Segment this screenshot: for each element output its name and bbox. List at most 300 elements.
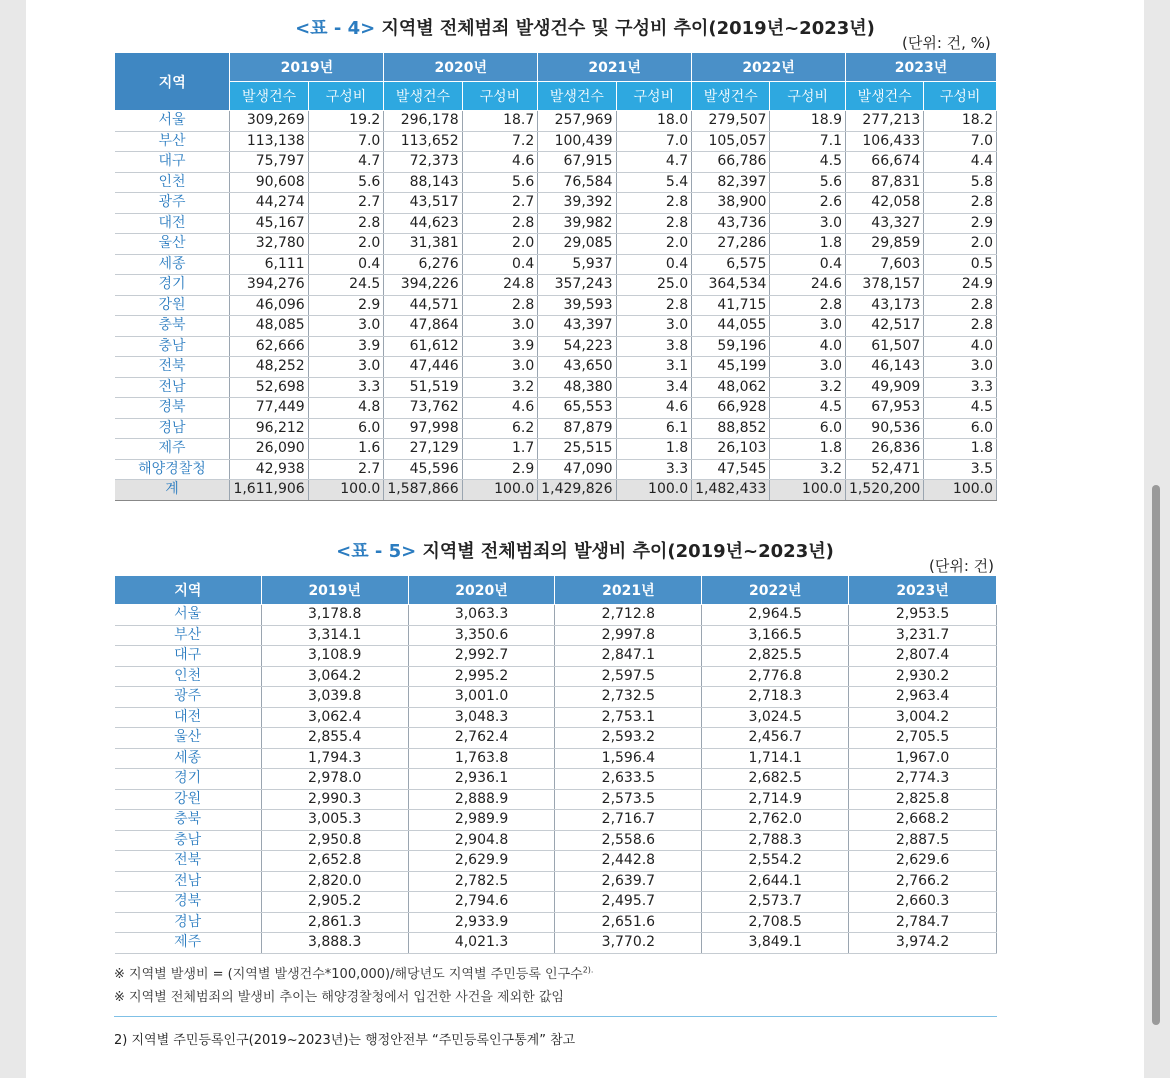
value-cell: 3.9 — [462, 336, 538, 357]
value-cell: 5.8 — [924, 172, 997, 193]
table4-row — [115, 316, 997, 337]
value-cell: 6.2 — [462, 418, 538, 439]
table5-body — [115, 605, 997, 954]
value-cell: 296,178 — [384, 111, 462, 132]
value-cell: 3,178.8 — [261, 605, 408, 626]
value-cell: 2.9 — [462, 459, 538, 480]
value-cell: 1.7 — [462, 439, 538, 460]
value-cell: 18.0 — [616, 111, 692, 132]
table4-subheader-count: 발생건수 — [230, 82, 308, 111]
value-cell: 1.8 — [770, 234, 846, 255]
region-cell: 강원 — [115, 295, 230, 316]
value-cell: 2,762.4 — [408, 728, 555, 749]
value-cell: 3,888.3 — [261, 933, 408, 954]
region-cell: 인천 — [115, 666, 262, 687]
region-cell: 광주 — [115, 687, 262, 708]
value-cell: 47,864 — [384, 316, 462, 337]
value-cell: 5.4 — [616, 172, 692, 193]
value-cell: 61,507 — [846, 336, 924, 357]
region-cell: 서울 — [115, 605, 262, 626]
value-cell: 357,243 — [538, 275, 616, 296]
table5-row — [115, 830, 997, 851]
value-cell: 0.4 — [308, 254, 384, 275]
value-cell: 3,048.3 — [408, 707, 555, 728]
value-cell: 4.0 — [924, 336, 997, 357]
value-cell: 18.7 — [462, 111, 538, 132]
value-cell: 2,639.7 — [555, 871, 702, 892]
value-cell: 2,495.7 — [555, 892, 702, 913]
note-incidence-formula-sup: 2). — [582, 965, 594, 975]
table4-header-year: 2019년 — [230, 53, 384, 82]
value-cell: 2.8 — [924, 193, 997, 214]
value-cell: 32,780 — [230, 234, 308, 255]
value-cell: 66,674 — [846, 152, 924, 173]
value-cell: 2,784.7 — [849, 912, 997, 933]
value-cell: 44,623 — [384, 213, 462, 234]
value-cell: 5.6 — [462, 172, 538, 193]
value-cell: 2,992.7 — [408, 646, 555, 667]
value-cell: 4.4 — [924, 152, 997, 173]
value-cell: 2,652.8 — [261, 851, 408, 872]
value-cell: 2,990.3 — [261, 789, 408, 810]
value-cell: 90,536 — [846, 418, 924, 439]
value-cell: 2.8 — [924, 295, 997, 316]
value-cell: 7.1 — [770, 131, 846, 152]
value-cell: 39,392 — [538, 193, 616, 214]
table4-subheader-ratio: 구성비 — [616, 82, 692, 111]
value-cell: 47,446 — [384, 357, 462, 378]
value-cell: 3.9 — [308, 336, 384, 357]
value-cell: 2,705.5 — [849, 728, 997, 749]
value-cell: 3.2 — [462, 377, 538, 398]
value-cell: 2.6 — [770, 193, 846, 214]
value-cell: 3,770.2 — [555, 933, 702, 954]
value-cell: 61,612 — [384, 336, 462, 357]
value-cell: 113,138 — [230, 131, 308, 152]
table4 — [114, 52, 997, 501]
value-cell: 2,629.6 — [849, 851, 997, 872]
value-cell: 6.1 — [616, 418, 692, 439]
table4-body — [115, 111, 997, 501]
table5-unit: (단위: 건) — [929, 557, 994, 575]
region-cell: 제주 — [115, 439, 230, 460]
table4-row — [115, 111, 997, 132]
region-cell: 충북 — [115, 316, 230, 337]
value-cell: 394,226 — [384, 275, 462, 296]
value-cell: 2,825.8 — [849, 789, 997, 810]
region-cell: 경북 — [115, 892, 262, 913]
value-cell: 2,936.1 — [408, 769, 555, 790]
note-incidence-formula — [114, 963, 593, 982]
value-cell: 2.8 — [616, 295, 692, 316]
value-cell: 43,736 — [692, 213, 770, 234]
total-label-cell: 계 — [115, 480, 230, 501]
value-cell: 2,766.2 — [849, 871, 997, 892]
value-cell: 46,143 — [846, 357, 924, 378]
value-cell: 31,381 — [384, 234, 462, 255]
value-cell: 2,753.1 — [555, 707, 702, 728]
table4-row — [115, 213, 997, 234]
table5-row — [115, 646, 997, 667]
total-value-cell: 100.0 — [924, 480, 997, 501]
region-cell: 충북 — [115, 810, 262, 831]
table5-row — [115, 707, 997, 728]
value-cell: 2,708.5 — [702, 912, 849, 933]
value-cell: 2,774.3 — [849, 769, 997, 790]
region-cell: 전남 — [115, 871, 262, 892]
value-cell: 2,573.7 — [702, 892, 849, 913]
value-cell: 5.6 — [308, 172, 384, 193]
total-value-cell: 100.0 — [616, 480, 692, 501]
table4-header-year: 2020년 — [384, 53, 538, 82]
region-cell: 대구 — [115, 646, 262, 667]
value-cell: 87,831 — [846, 172, 924, 193]
total-value-cell: 1,429,826 — [538, 480, 616, 501]
value-cell: 42,058 — [846, 193, 924, 214]
value-cell: 3.3 — [924, 377, 997, 398]
total-value-cell: 1,482,433 — [692, 480, 770, 501]
value-cell: 5,937 — [538, 254, 616, 275]
value-cell: 106,433 — [846, 131, 924, 152]
value-cell: 1.8 — [770, 439, 846, 460]
region-cell: 충남 — [115, 336, 230, 357]
note-incidence-formula-text: ※ 지역별 발생비 = (지역별 발생건수*100,000)/해당년도 지역별 주민등록 인구수 — [114, 967, 583, 982]
value-cell: 2,682.5 — [702, 769, 849, 790]
value-cell: 18.9 — [770, 111, 846, 132]
value-cell: 1,714.1 — [702, 748, 849, 769]
value-cell: 3.0 — [462, 357, 538, 378]
value-cell: 2,762.0 — [702, 810, 849, 831]
table5-row — [115, 666, 997, 687]
value-cell: 76,584 — [538, 172, 616, 193]
value-cell: 2,651.6 — [555, 912, 702, 933]
value-cell: 3.0 — [770, 213, 846, 234]
value-cell: 2,861.3 — [261, 912, 408, 933]
value-cell: 6,111 — [230, 254, 308, 275]
table4-row — [115, 295, 997, 316]
value-cell: 46,096 — [230, 295, 308, 316]
value-cell: 48,252 — [230, 357, 308, 378]
value-cell: 3,039.8 — [261, 687, 408, 708]
value-cell: 2.7 — [308, 459, 384, 480]
table4-row — [115, 131, 997, 152]
value-cell: 2,855.4 — [261, 728, 408, 749]
value-cell: 4.5 — [924, 398, 997, 419]
value-cell: 26,090 — [230, 439, 308, 460]
table4-unit: (단위: 건, %) — [902, 34, 991, 52]
value-cell: 2,732.5 — [555, 687, 702, 708]
value-cell: 394,276 — [230, 275, 308, 296]
value-cell: 7.0 — [924, 131, 997, 152]
table5-row — [115, 933, 997, 954]
value-cell: 309,269 — [230, 111, 308, 132]
value-cell: 6,575 — [692, 254, 770, 275]
value-cell: 3.0 — [924, 357, 997, 378]
value-cell: 24.8 — [462, 275, 538, 296]
value-cell: 3.0 — [616, 316, 692, 337]
value-cell: 2.0 — [924, 234, 997, 255]
value-cell: 3.3 — [308, 377, 384, 398]
value-cell: 3.5 — [924, 459, 997, 480]
scrollbar[interactable] — [1152, 485, 1160, 1025]
value-cell: 67,953 — [846, 398, 924, 419]
value-cell: 2,644.1 — [702, 871, 849, 892]
value-cell: 48,085 — [230, 316, 308, 337]
value-cell: 2,442.8 — [555, 851, 702, 872]
value-cell: 87,879 — [538, 418, 616, 439]
value-cell: 41,715 — [692, 295, 770, 316]
value-cell: 52,471 — [846, 459, 924, 480]
value-cell: 5.6 — [770, 172, 846, 193]
value-cell: 2,807.4 — [849, 646, 997, 667]
value-cell: 2,776.8 — [702, 666, 849, 687]
table5-row — [115, 810, 997, 831]
value-cell: 25,515 — [538, 439, 616, 460]
value-cell: 2.8 — [462, 213, 538, 234]
total-value-cell: 1,587,866 — [384, 480, 462, 501]
table5-title-text: 지역별 전체범죄의 발생비 추이(2019년~2023년) — [416, 541, 834, 562]
value-cell: 1.8 — [924, 439, 997, 460]
value-cell: 4.8 — [308, 398, 384, 419]
value-cell: 62,666 — [230, 336, 308, 357]
region-cell: 경기 — [115, 275, 230, 296]
value-cell: 2,554.2 — [702, 851, 849, 872]
value-cell: 1.8 — [616, 439, 692, 460]
value-cell: 88,852 — [692, 418, 770, 439]
value-cell: 24.6 — [770, 275, 846, 296]
value-cell: 54,223 — [538, 336, 616, 357]
value-cell: 6,276 — [384, 254, 462, 275]
value-cell: 2.9 — [308, 295, 384, 316]
region-cell: 광주 — [115, 193, 230, 214]
table5-row — [115, 912, 997, 933]
table4-row — [115, 377, 997, 398]
value-cell: 3,064.2 — [261, 666, 408, 687]
value-cell: 27,286 — [692, 234, 770, 255]
value-cell: 2,597.5 — [555, 666, 702, 687]
value-cell: 3,350.6 — [408, 625, 555, 646]
value-cell: 3.4 — [616, 377, 692, 398]
value-cell: 257,969 — [538, 111, 616, 132]
value-cell: 4.7 — [616, 152, 692, 173]
value-cell: 45,199 — [692, 357, 770, 378]
value-cell: 96,212 — [230, 418, 308, 439]
value-cell: 2,716.7 — [555, 810, 702, 831]
value-cell: 77,449 — [230, 398, 308, 419]
table4-title — [0, 14, 1170, 40]
region-cell: 경북 — [115, 398, 230, 419]
region-cell: 울산 — [115, 234, 230, 255]
table5-header: 2022년 — [702, 576, 849, 605]
value-cell: 364,534 — [692, 275, 770, 296]
value-cell: 3.2 — [770, 377, 846, 398]
total-value-cell: 100.0 — [770, 480, 846, 501]
value-cell: 3,004.2 — [849, 707, 997, 728]
region-cell: 강원 — [115, 789, 262, 810]
value-cell: 6.0 — [770, 418, 846, 439]
value-cell: 2,989.9 — [408, 810, 555, 831]
value-cell: 43,650 — [538, 357, 616, 378]
table5-row — [115, 625, 997, 646]
table5-row — [115, 871, 997, 892]
value-cell: 3,974.2 — [849, 933, 997, 954]
table4-row — [115, 439, 997, 460]
value-cell: 2,904.8 — [408, 830, 555, 851]
table5-header: 2023년 — [849, 576, 997, 605]
table5-row — [115, 605, 997, 626]
value-cell: 4.6 — [462, 398, 538, 419]
value-cell: 1,763.8 — [408, 748, 555, 769]
table4-title-label: <표 - 4> — [295, 18, 376, 39]
total-value-cell: 100.0 — [308, 480, 384, 501]
value-cell: 4.7 — [308, 152, 384, 173]
value-cell: 3.0 — [308, 357, 384, 378]
region-cell: 전남 — [115, 377, 230, 398]
value-cell: 2,714.9 — [702, 789, 849, 810]
value-cell: 2,668.2 — [849, 810, 997, 831]
table4-row — [115, 336, 997, 357]
value-cell: 0.4 — [770, 254, 846, 275]
value-cell: 2.9 — [924, 213, 997, 234]
value-cell: 2,794.6 — [408, 892, 555, 913]
value-cell: 72,373 — [384, 152, 462, 173]
table5-title-label: <표 - 5> — [336, 541, 417, 562]
value-cell: 45,596 — [384, 459, 462, 480]
value-cell: 100,439 — [538, 131, 616, 152]
value-cell: 3,166.5 — [702, 625, 849, 646]
table4-title-text: 지역별 전체범죄 발생건수 및 구성비 추이(2019년~2023년) — [375, 18, 875, 39]
value-cell: 3,001.0 — [408, 687, 555, 708]
value-cell: 2,997.8 — [555, 625, 702, 646]
value-cell: 2,933.9 — [408, 912, 555, 933]
region-cell: 경기 — [115, 769, 262, 790]
region-cell: 경남 — [115, 912, 262, 933]
value-cell: 2.8 — [924, 316, 997, 337]
value-cell: 2,995.2 — [408, 666, 555, 687]
table5-row — [115, 687, 997, 708]
region-cell: 부산 — [115, 625, 262, 646]
value-cell: 3.0 — [770, 316, 846, 337]
region-cell: 울산 — [115, 728, 262, 749]
value-cell: 66,786 — [692, 152, 770, 173]
table4-subheader-ratio: 구성비 — [462, 82, 538, 111]
region-cell: 서울 — [115, 111, 230, 132]
value-cell: 26,103 — [692, 439, 770, 460]
value-cell: 7,603 — [846, 254, 924, 275]
region-cell: 해양경찰청 — [115, 459, 230, 480]
table4-subheader-ratio: 구성비 — [770, 82, 846, 111]
value-cell: 19.2 — [308, 111, 384, 132]
value-cell: 3.0 — [462, 316, 538, 337]
table4-subheader-count: 발생건수 — [692, 82, 770, 111]
value-cell: 90,608 — [230, 172, 308, 193]
value-cell: 2.8 — [616, 213, 692, 234]
value-cell: 44,274 — [230, 193, 308, 214]
region-cell: 세종 — [115, 748, 262, 769]
value-cell: 42,938 — [230, 459, 308, 480]
value-cell: 29,859 — [846, 234, 924, 255]
table4-row — [115, 418, 997, 439]
value-cell: 2,593.2 — [555, 728, 702, 749]
note-coast-guard-excluded: ※ 지역별 전체범죄의 발생비 추이는 해양경찰청에서 입건한 사건을 제외한 값임 — [114, 990, 564, 1005]
value-cell: 2,930.2 — [849, 666, 997, 687]
value-cell: 3,231.7 — [849, 625, 997, 646]
value-cell: 2.0 — [308, 234, 384, 255]
value-cell: 43,173 — [846, 295, 924, 316]
region-cell: 경남 — [115, 418, 230, 439]
value-cell: 24.5 — [308, 275, 384, 296]
value-cell: 2,825.5 — [702, 646, 849, 667]
table5 — [114, 575, 997, 954]
value-cell: 105,057 — [692, 131, 770, 152]
table5-row — [115, 769, 997, 790]
value-cell: 47,545 — [692, 459, 770, 480]
region-cell: 대전 — [115, 213, 230, 234]
value-cell: 75,797 — [230, 152, 308, 173]
value-cell: 4.0 — [770, 336, 846, 357]
value-cell: 2,788.3 — [702, 830, 849, 851]
value-cell: 82,397 — [692, 172, 770, 193]
table5-row — [115, 789, 997, 810]
value-cell: 48,062 — [692, 377, 770, 398]
value-cell: 2.8 — [616, 193, 692, 214]
value-cell: 2,573.5 — [555, 789, 702, 810]
value-cell: 2.7 — [462, 193, 538, 214]
value-cell: 7.2 — [462, 131, 538, 152]
region-cell: 부산 — [115, 131, 230, 152]
value-cell: 2,887.5 — [849, 830, 997, 851]
value-cell: 39,982 — [538, 213, 616, 234]
table4-row — [115, 172, 997, 193]
value-cell: 2,456.7 — [702, 728, 849, 749]
value-cell: 2,820.0 — [261, 871, 408, 892]
region-cell: 대전 — [115, 707, 262, 728]
value-cell: 59,196 — [692, 336, 770, 357]
value-cell: 3,062.4 — [261, 707, 408, 728]
value-cell: 27,129 — [384, 439, 462, 460]
value-cell: 45,167 — [230, 213, 308, 234]
value-cell: 1,596.4 — [555, 748, 702, 769]
table5-title — [0, 537, 1170, 563]
value-cell: 3,024.5 — [702, 707, 849, 728]
table5-row — [115, 892, 997, 913]
region-cell: 세종 — [115, 254, 230, 275]
table4-row — [115, 459, 997, 480]
value-cell: 2,964.5 — [702, 605, 849, 626]
table4-header-year: 2022년 — [692, 53, 846, 82]
value-cell: 1,794.3 — [261, 748, 408, 769]
table4-row — [115, 152, 997, 173]
value-cell: 24.9 — [924, 275, 997, 296]
value-cell: 2,712.8 — [555, 605, 702, 626]
value-cell: 51,519 — [384, 377, 462, 398]
value-cell: 25.0 — [616, 275, 692, 296]
value-cell: 2,660.3 — [849, 892, 997, 913]
value-cell: 18.2 — [924, 111, 997, 132]
value-cell: 2,905.2 — [261, 892, 408, 913]
value-cell: 1.6 — [308, 439, 384, 460]
region-cell: 제주 — [115, 933, 262, 954]
value-cell: 3,005.3 — [261, 810, 408, 831]
value-cell: 88,143 — [384, 172, 462, 193]
value-cell: 4.5 — [770, 152, 846, 173]
total-value-cell: 1,520,200 — [846, 480, 924, 501]
footnote: 2) 지역별 주민등록인구(2019~2023년)는 행정안전부 “주민등록인구통계” 참고 — [114, 1033, 576, 1048]
value-cell: 2.0 — [462, 234, 538, 255]
table4-header-year: 2021년 — [538, 53, 692, 82]
table5-header: 2021년 — [555, 576, 702, 605]
value-cell: 0.5 — [924, 254, 997, 275]
